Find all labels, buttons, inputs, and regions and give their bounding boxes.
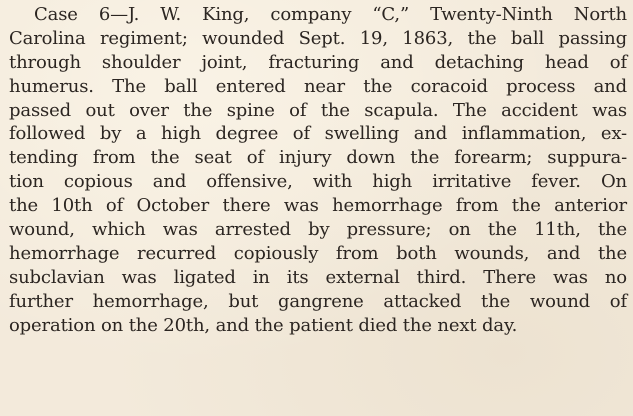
case-paragraph <box>9 3 627 337</box>
text-line: humerus. The ball entered near the coracoid process and <box>9 75 627 97</box>
text-line: subclavian was ligated in its external third. There was no <box>9 266 627 288</box>
text-line: the 10th of October there was hemorrhage from the anterior <box>9 195 627 217</box>
text-line: passed out over the spine of the scapula. The accident was <box>9 99 627 121</box>
text-line: Case 6—J. W. King, company “C,” Twenty-Ninth North <box>34 4 627 25</box>
text-line: Carolina regiment; wounded Sept. 19, 1863, the ball passing <box>9 27 627 49</box>
text-line: followed by a high degree of swelling and inflammation, ex- <box>9 123 627 145</box>
text-line: tending from the seat of injury down the forearm; suppura- <box>9 147 627 169</box>
text-line: further hemorrhage, but gangrene attacked the wound of <box>9 290 627 312</box>
text-line: through shoulder joint, fracturing and detaching head of <box>9 51 627 73</box>
text-line: tion copious and offensive, with high irritative fever. On <box>9 171 627 193</box>
text-line: hemorrhage recurred copiously from both wounds, and the <box>9 242 627 264</box>
text-line: operation on the 20th, and the patient died the next day. <box>9 314 518 336</box>
text-line: wound, which was arrested by pressure; on the 11th, the <box>9 219 627 241</box>
